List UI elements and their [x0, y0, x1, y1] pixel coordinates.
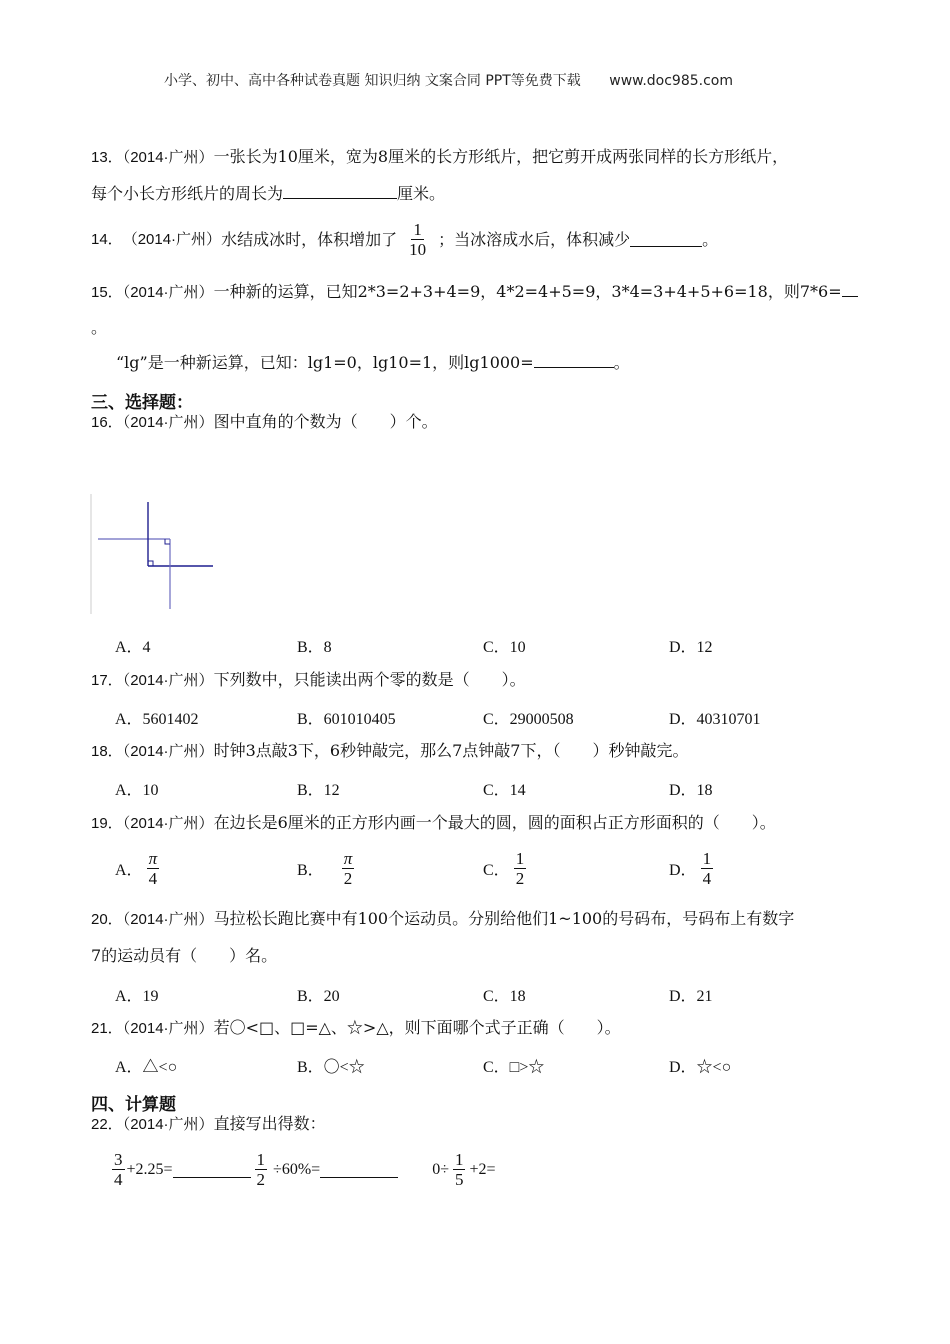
question-text: 一种新的运算，已知2*3=2+3+4=9，4*2=4+5=9，3*4=3+4+5+6=18，则7*6=	[213, 282, 842, 301]
answer-blank	[320, 1161, 398, 1178]
option-c[interactable]: C．14	[483, 782, 526, 799]
question-number: 19．	[91, 815, 123, 832]
question-text: 。	[91, 318, 108, 337]
denominator: 4	[148, 869, 158, 888]
question-source: （2014·广州）	[122, 743, 214, 760]
question-18	[91, 741, 688, 762]
question-text: 水结成冰时，体积增加了	[221, 229, 398, 249]
question-13-line1	[91, 147, 788, 168]
question-text: 。	[702, 229, 719, 249]
question-number: 14．	[91, 230, 123, 248]
question-source: （2014·广州）	[122, 230, 222, 248]
question-15-line3	[116, 353, 630, 373]
option-d[interactable]	[669, 849, 717, 888]
option-b[interactable]: B．〇<☆	[297, 1059, 365, 1076]
answer-blank	[283, 184, 397, 199]
option-c[interactable]: C．18	[483, 988, 526, 1005]
question-text: 厘米。	[397, 184, 446, 203]
denominator: 2	[343, 869, 353, 888]
question-22	[91, 1114, 326, 1135]
question-14	[91, 220, 718, 259]
option-b[interactable]: B．8	[297, 639, 332, 656]
numerator: π	[343, 849, 353, 868]
question-text: 7的运动员有（ ）名。	[91, 946, 278, 965]
question-20-line1	[91, 909, 794, 930]
question-text: “lg”是一种新运算，已知：lg1=0，lg10=1，则lg1000=	[116, 353, 534, 372]
right-angle-mark	[165, 539, 170, 544]
expression-text: +2.25=	[126, 1160, 173, 1178]
question-number: 13．	[91, 149, 123, 166]
option-a[interactable]: A．4	[115, 639, 151, 656]
option-label: B．	[297, 862, 324, 879]
question-text: 每个小长方形纸片的周长为	[91, 184, 284, 203]
question-source: （2014·广州）	[122, 672, 214, 689]
question-number: 17．	[91, 672, 123, 689]
option-b[interactable]: B．12	[297, 782, 340, 799]
numerator: 1	[454, 1150, 464, 1169]
question-text: 时钟3点敲3下，6秒钟敲完，那么7点钟敲7下，（ ）秒钟敲完。	[213, 741, 689, 760]
question-16	[91, 412, 438, 433]
option-d[interactable]: D．40310701	[669, 711, 761, 728]
option-c[interactable]: C．29000508	[483, 711, 574, 728]
option-label: D．	[669, 862, 697, 879]
expression-text: ÷60%=	[273, 1160, 321, 1178]
question-17	[91, 670, 526, 691]
question-source: （2014·广州）	[122, 1020, 214, 1037]
denominator: 5	[454, 1170, 464, 1189]
question-number: 20．	[91, 911, 123, 928]
question-text: 下列数中，只能读出两个零的数是（ ）。	[213, 670, 526, 689]
question-20-line2	[91, 946, 277, 966]
denominator: 2	[515, 869, 525, 888]
page-header	[164, 70, 733, 90]
option-c[interactable]: C．10	[483, 639, 526, 656]
question-number: 21．	[91, 1020, 123, 1037]
option-d[interactable]: D．☆<○	[669, 1059, 732, 1076]
option-b[interactable]: B．20	[297, 988, 340, 1005]
question-number: 22．	[91, 1116, 123, 1133]
denominator: 2	[256, 1170, 266, 1189]
header-text: 小学、初中、高中各种试卷真题 知识归纳 文案合同 PPT等免费下载	[164, 73, 581, 89]
answer-blank	[630, 232, 702, 247]
numerator: 1	[515, 849, 525, 868]
question-source: （2014·广州）	[122, 1116, 214, 1133]
question-text: 在边长是6厘米的正方形内画一个最大的圆，圆的面积占正方形面积的（ ）。	[213, 813, 776, 832]
option-a[interactable]: A．19	[115, 988, 159, 1005]
numerator: 3	[114, 1150, 123, 1169]
fraction	[514, 849, 527, 888]
fraction	[147, 849, 160, 888]
question-21	[91, 1018, 621, 1039]
option-a[interactable]: A．10	[115, 782, 159, 799]
option-d[interactable]: D．21	[669, 988, 713, 1005]
question-text: 。	[613, 353, 630, 372]
option-label: A．	[115, 862, 143, 879]
question-text: 若〇<□、□=△、☆>△，则下面哪个式子正确（ ）。	[213, 1018, 621, 1037]
option-a[interactable]: A．5601402	[115, 711, 199, 728]
question-number: 15．	[91, 284, 123, 301]
option-c[interactable]	[483, 849, 530, 888]
answer-blank	[534, 353, 614, 368]
fraction	[255, 1150, 268, 1189]
question-text: 直接写出得数：	[213, 1114, 326, 1133]
question-number: 18．	[91, 743, 123, 760]
question-source: （2014·广州）	[122, 414, 214, 431]
question-text: 一张长为10厘米，宽为8厘米的长方形纸片，把它剪开成两张同样的长方形纸片，	[213, 147, 789, 166]
question-source: （2014·广州）	[122, 149, 214, 166]
right-angle-figure	[88, 492, 218, 616]
header-url: www.doc985.com	[609, 73, 733, 89]
option-a[interactable]	[115, 849, 163, 888]
question-15-line1	[91, 282, 858, 303]
question-source: （2014·广州）	[122, 911, 214, 928]
option-d[interactable]: D．18	[669, 782, 713, 799]
option-label: C．	[483, 862, 510, 879]
denominator: 4	[702, 869, 712, 888]
fraction	[112, 1150, 125, 1189]
numerator: π	[148, 849, 158, 868]
expression-row	[110, 1150, 496, 1189]
denominator: 10	[409, 240, 427, 259]
question-text: 图中直角的个数为（ ）个。	[213, 412, 438, 431]
option-c[interactable]: C．□>☆	[483, 1059, 545, 1076]
option-b[interactable]	[297, 849, 358, 888]
question-source: （2014·广州）	[122, 815, 214, 832]
question-19	[91, 813, 776, 834]
answer-blank	[173, 1161, 251, 1178]
expression-text: 0÷	[432, 1160, 449, 1178]
denominator: 4	[114, 1170, 123, 1189]
question-number: 16．	[91, 414, 123, 431]
fraction	[701, 849, 714, 888]
section-heading: 三、选择题：	[91, 393, 193, 413]
question-15-line2	[91, 318, 107, 338]
expression-text: +2=	[469, 1160, 496, 1178]
option-b[interactable]: B．601010405	[297, 711, 396, 728]
question-text: 马拉松长跑比赛中有100个运动员。分别给他们1~100的号码布，号码布上有数字	[213, 909, 795, 928]
question-source: （2014·广州）	[122, 284, 214, 301]
fraction	[342, 849, 355, 888]
option-d[interactable]: D．12	[669, 639, 713, 656]
question-text: ；当冰溶成水后，体积减少	[438, 229, 631, 249]
right-angle-mark	[148, 561, 153, 566]
option-a[interactable]: A．△<○	[115, 1059, 178, 1076]
numerator: 1	[413, 220, 422, 239]
fraction	[407, 220, 428, 259]
numerator: 1	[702, 849, 712, 868]
numerator: 1	[256, 1150, 266, 1169]
fraction	[453, 1150, 466, 1189]
section-heading: 四、计算题	[91, 1095, 176, 1115]
answer-blank	[842, 282, 858, 297]
question-13-line2	[91, 184, 445, 204]
